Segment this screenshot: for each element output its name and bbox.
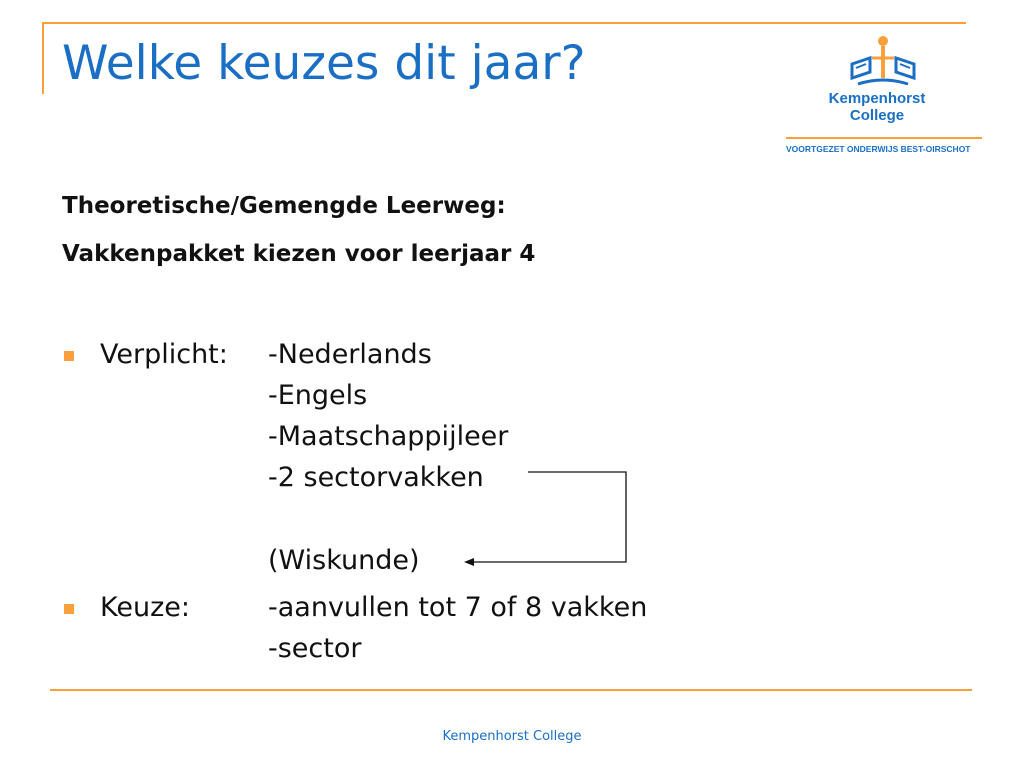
list-item: -Maatschappijleer xyxy=(268,421,509,452)
bottom-divider xyxy=(50,689,972,691)
footer-text: Kempenhorst College xyxy=(442,729,582,744)
list-item: (Wiskunde) xyxy=(268,545,420,576)
logo-name-line-1: Kempenhorst xyxy=(828,90,926,107)
logo-name-line-2: College xyxy=(849,107,905,124)
bullet-label-keuze: Keuze: xyxy=(100,592,190,623)
slide-title: Welke keuzes dit jaar? xyxy=(62,36,586,91)
bullet-marker xyxy=(64,604,74,614)
list-item: -aanvullen tot 7 of 8 vakken xyxy=(268,592,648,623)
list-item: -Nederlands xyxy=(268,339,432,370)
list-item: -Engels xyxy=(268,380,368,411)
list-item: -sector xyxy=(268,633,362,664)
subheading-leerweg: Theoretische/Gemengde Leerweg: xyxy=(62,193,506,219)
logo-tagline: VOORTGEZET ONDERWIJS BEST-OIRSCHOT xyxy=(786,144,971,154)
subheading-vakkenpakket: Vakkenpakket kiezen voor leerjaar 4 xyxy=(62,241,536,267)
list-item: -2 sectorvakken xyxy=(268,462,484,493)
bullet-label-verplicht: Verplicht: xyxy=(100,339,228,370)
